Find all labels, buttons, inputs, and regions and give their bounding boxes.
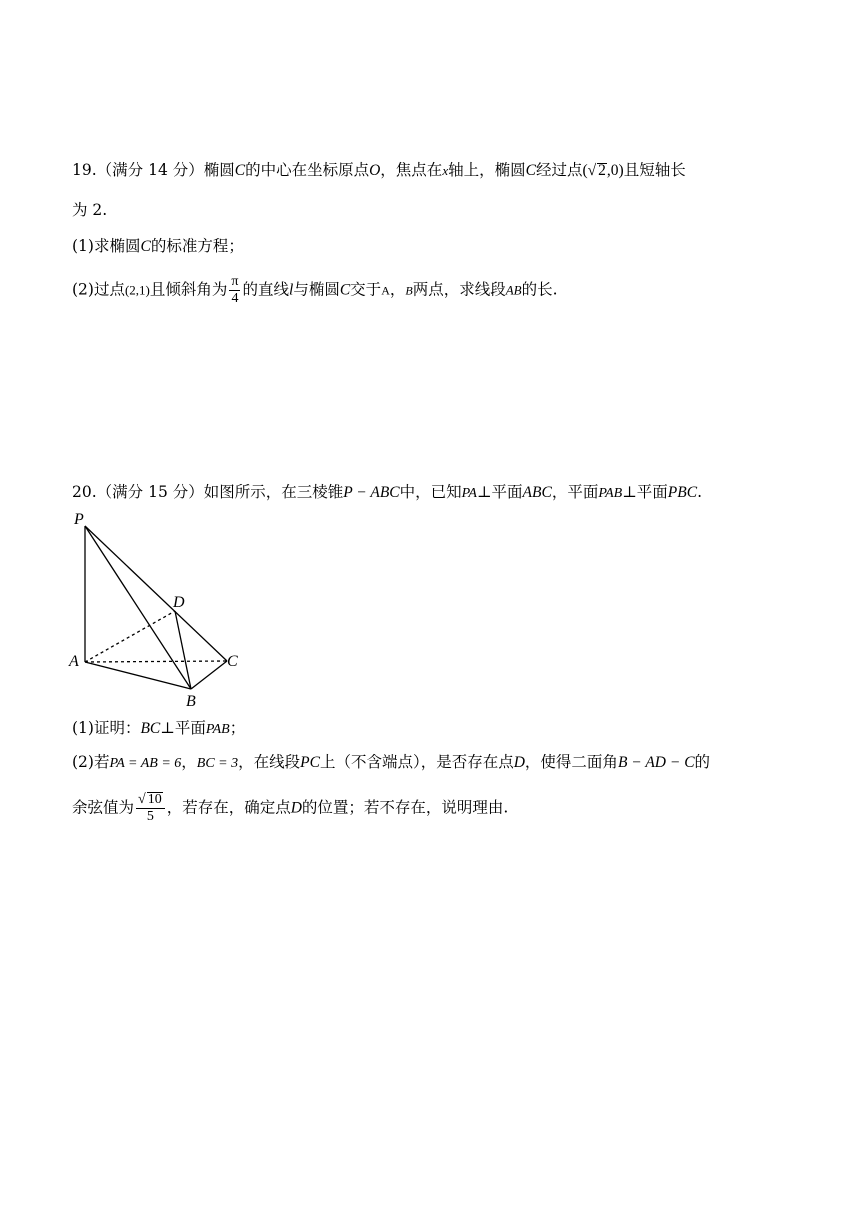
var-PAB: PAB bbox=[598, 486, 623, 501]
frac-numerator: √ 10 bbox=[136, 792, 165, 809]
text: (1)证明： bbox=[72, 719, 141, 737]
var-C: C bbox=[140, 238, 151, 255]
var-PC: PC bbox=[300, 754, 320, 771]
text: 的长. bbox=[521, 280, 558, 299]
q19-line1 bbox=[72, 160, 686, 181]
text: 两点，求线段 bbox=[412, 280, 506, 299]
fraction-pi-over-4 bbox=[229, 274, 240, 307]
var-O: O bbox=[369, 162, 381, 179]
label-D: D bbox=[173, 594, 185, 611]
frac-denominator: 4 bbox=[231, 291, 239, 306]
text: ， bbox=[389, 280, 406, 299]
text: 轴上，椭圆 bbox=[448, 161, 526, 179]
text: 且短轴长 bbox=[623, 161, 686, 179]
text: ，平面 bbox=[551, 483, 599, 501]
q20-line1 bbox=[72, 482, 702, 504]
text: . bbox=[697, 483, 702, 501]
text: (1)求椭圆 bbox=[72, 237, 141, 255]
var-P-ABC: P − ABC bbox=[343, 484, 400, 501]
var-D: D bbox=[290, 799, 302, 817]
point-sqrt2-0: (√ 2,0) bbox=[582, 162, 624, 179]
edge-AB bbox=[85, 662, 191, 689]
var-A: A bbox=[381, 283, 390, 298]
q20-part2 bbox=[72, 752, 710, 774]
q19-part1 bbox=[72, 236, 244, 257]
text: ⊥平面 bbox=[622, 483, 668, 501]
label-P: P bbox=[74, 511, 84, 528]
tetrahedron-figure bbox=[66, 508, 256, 708]
text: 上（不含端点），是否存在点 bbox=[319, 753, 514, 771]
text: ⊥平面 bbox=[160, 719, 206, 737]
var-PAB: PAB bbox=[205, 722, 230, 737]
text: 的位置；若不存在，说明理由. bbox=[301, 798, 509, 817]
q20-part1 bbox=[72, 718, 245, 740]
point-2-1: (2,1) bbox=[124, 282, 150, 298]
text: 且倾斜角为 bbox=[149, 280, 228, 299]
text: 经过点 bbox=[535, 161, 583, 179]
sqrt-radicand: 10 bbox=[147, 792, 162, 807]
var-l: l bbox=[289, 281, 294, 299]
edge-BC bbox=[191, 661, 227, 689]
label-B: B bbox=[186, 693, 196, 708]
var-B: B bbox=[405, 283, 413, 298]
point-rest: ,0) bbox=[606, 162, 624, 179]
fraction-sqrt10-over-5 bbox=[136, 792, 165, 825]
q19-part2 bbox=[72, 274, 558, 307]
text: 中，已知 bbox=[399, 483, 462, 501]
text: 的直线 bbox=[242, 280, 289, 299]
var-C: C bbox=[339, 281, 351, 299]
text: ⊥平面 bbox=[476, 483, 523, 501]
var-C: C bbox=[525, 162, 536, 179]
text: ，使得二面角 bbox=[524, 753, 618, 771]
text: (2)若 bbox=[72, 753, 110, 771]
q19-heading-text: 19.（满分 14 分）椭圆 bbox=[72, 161, 235, 179]
text: 交于 bbox=[350, 280, 382, 299]
eq-BC-3: BC = 3 bbox=[196, 756, 239, 771]
label-A: A bbox=[69, 653, 79, 670]
var-ABC: ABC bbox=[522, 484, 552, 501]
var-C: C bbox=[234, 162, 246, 179]
edge-PC bbox=[85, 526, 227, 661]
var-PBC: PBC bbox=[667, 484, 698, 501]
var-x: x bbox=[442, 163, 449, 178]
text: 的标准方程； bbox=[150, 237, 244, 255]
var-B-AD-C: B − AD − C bbox=[617, 754, 695, 771]
label-C: C bbox=[227, 653, 238, 670]
text: ，若存在，确定点 bbox=[166, 798, 291, 817]
var-D: D bbox=[513, 754, 525, 771]
var-AB: AB bbox=[505, 282, 522, 298]
text: 的 bbox=[694, 753, 711, 771]
q20-part2-line2 bbox=[72, 792, 508, 825]
var-PA: PA bbox=[461, 486, 477, 501]
eq-PA-AB-6: PA = AB = 6 bbox=[109, 756, 182, 771]
q20-heading-text: 20.（满分 15 分）如图所示，在三棱锥 bbox=[72, 483, 344, 501]
var-BC: BC bbox=[140, 720, 161, 737]
text: ，在线段 bbox=[238, 753, 301, 771]
text: ； bbox=[229, 719, 246, 737]
frac-denominator: 5 bbox=[146, 809, 154, 824]
edge-AD-dashed bbox=[85, 611, 175, 662]
text: 与椭圆 bbox=[293, 280, 340, 299]
sqrt-radicand: 2 bbox=[598, 162, 606, 179]
text: 的中心在坐标原点 bbox=[245, 161, 370, 179]
text: ， bbox=[181, 753, 197, 771]
q19-line2: 为 2. bbox=[72, 201, 108, 219]
frac-numerator: π bbox=[231, 274, 239, 289]
edge-AC-dashed bbox=[85, 661, 227, 662]
figure-edges bbox=[85, 526, 227, 689]
text: (2)过点 bbox=[72, 280, 125, 299]
paren: ( bbox=[582, 162, 588, 179]
text: 余弦值为 bbox=[72, 798, 135, 817]
text: ，焦点在 bbox=[380, 161, 443, 179]
